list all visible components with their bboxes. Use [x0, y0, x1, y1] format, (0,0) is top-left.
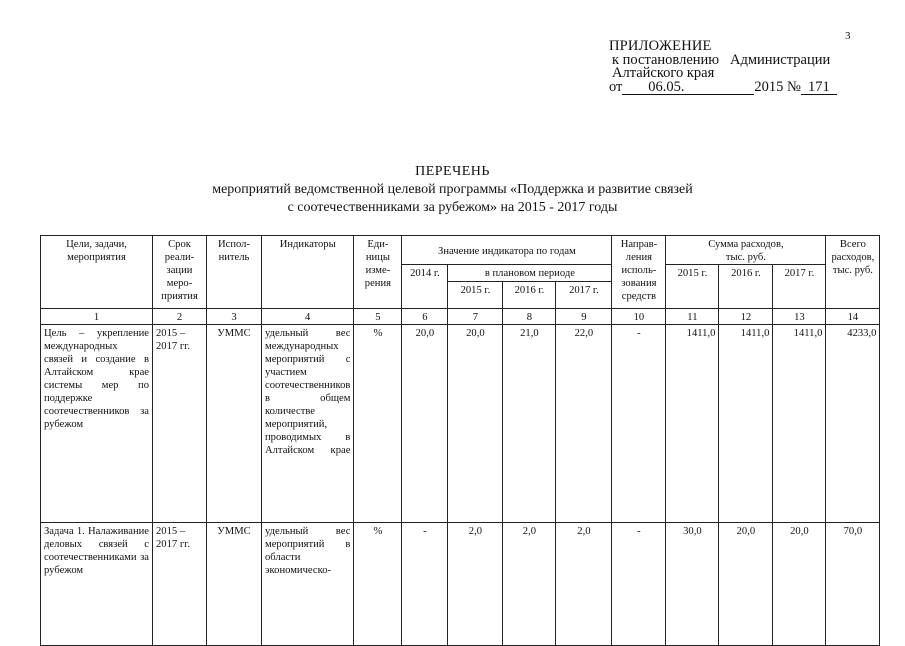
appendix-date-line	[609, 78, 859, 96]
expense-2017-cell: 20,0	[773, 523, 826, 646]
header-expenses: Сумма расходов, тыс. руб.	[666, 236, 826, 265]
header-plan-period: в плановом периоде	[448, 265, 612, 282]
column-number: 9	[556, 309, 612, 325]
header-year-2017: 2017 г.	[556, 282, 612, 309]
term-cell: 2015 – 2017 гг.	[153, 523, 207, 646]
executor-cell: УММС	[207, 325, 262, 523]
goal-cell: Задача 1. Налаживание деловых связей с соотечественниками за рубежом	[41, 523, 153, 646]
value-2017-cell: 22,0	[556, 325, 612, 523]
column-number: 7	[448, 309, 503, 325]
header-year-2015: 2015 г.	[448, 282, 503, 309]
term-cell: 2015 – 2017 гг.	[153, 325, 207, 523]
column-number: 13	[773, 309, 826, 325]
value-2016-cell: 2,0	[503, 523, 556, 646]
header-expense-2015: 2015 г.	[666, 265, 719, 309]
column-number: 14	[826, 309, 880, 325]
appendix-date: 06.05.	[622, 81, 710, 96]
table-row	[41, 523, 880, 646]
value-2017-cell: 2,0	[556, 523, 612, 646]
expense-2017-cell: 1411,0	[773, 325, 826, 523]
header-term: Срок реали- зации меро- приятия	[153, 236, 207, 309]
appendix-year-number-label: 2015 №	[754, 78, 801, 95]
header-year-2014: 2014 г.	[402, 265, 448, 309]
title-main: ПЕРЕЧЕНЬ	[415, 164, 490, 179]
column-number: 4	[262, 309, 354, 325]
value-2014-cell: 20,0	[402, 325, 448, 523]
executor-cell: УММС	[207, 523, 262, 646]
header-expense-2017: 2017 г.	[773, 265, 826, 309]
header-total: Всего расходов, тыс. руб.	[826, 236, 880, 309]
indicator-cell: удельный вес мероприятий в области экономическо-	[262, 523, 354, 646]
column-number: 5	[354, 309, 402, 325]
column-number: 11	[666, 309, 719, 325]
column-number: 8	[503, 309, 556, 325]
expense-2016-cell: 1411,0	[719, 325, 773, 523]
value-2015-cell: 2,0	[448, 523, 503, 646]
column-number: 1	[41, 309, 153, 325]
header-indicators: Индикаторы	[262, 236, 354, 309]
direction-cell: -	[612, 325, 666, 523]
appendix-region: Алтайского края	[612, 65, 715, 81]
expense-2015-cell: 1411,0	[666, 325, 719, 523]
column-number: 12	[719, 309, 773, 325]
expense-2016-cell: 20,0	[719, 523, 773, 646]
header-executor: Испол- нитель	[207, 236, 262, 309]
column-number: 10	[612, 309, 666, 325]
table-header-row	[41, 236, 880, 265]
appendix-from-label: от	[609, 78, 623, 95]
value-2016-cell: 21,0	[503, 325, 556, 523]
title-line-2: с соотечественниками за рубежом» на 2015 - 2017 годы	[287, 200, 618, 215]
measures-table	[40, 235, 880, 646]
column-number: 2	[153, 309, 207, 325]
appendix-number: 171	[801, 81, 837, 96]
title-line-1: мероприятий ведомственной целевой программы «Поддержка и развитие связей	[212, 182, 693, 197]
appendix-decree-label: к постановлению	[612, 51, 720, 68]
indicator-cell: удельный вес международных мероприятий с участием соотечественников в общем количестве мероприятий, проводимых в Алтайском крае	[262, 325, 354, 523]
unit-cell: %	[354, 523, 402, 646]
header-expense-2016: 2016 г.	[719, 265, 773, 309]
value-2014-cell: -	[402, 523, 448, 646]
column-number-row	[41, 309, 880, 325]
appendix-heading: ПРИЛОЖЕНИЕ	[609, 38, 712, 54]
header-year-2016: 2016 г.	[503, 282, 556, 309]
expense-2015-cell: 30,0	[666, 523, 719, 646]
header-indicator-value: Значение индикатора по годам	[402, 236, 612, 265]
total-cell: 4233,0	[826, 325, 880, 523]
appendix-block	[609, 40, 859, 95]
column-number: 3	[207, 309, 262, 325]
header-units: Еди- ницы изме- рения	[354, 236, 402, 309]
total-cell: 70,0	[826, 523, 880, 646]
value-2015-cell: 20,0	[448, 325, 503, 523]
document-title	[0, 163, 905, 217]
column-number: 6	[402, 309, 448, 325]
direction-cell: -	[612, 523, 666, 646]
header-direction: Направ- ления исполь- зования средств	[612, 236, 666, 309]
appendix-administration-label: Администрации	[730, 51, 831, 68]
unit-cell: %	[354, 325, 402, 523]
header-goals: Цели, задачи, мероприятия	[41, 236, 153, 309]
table-row	[41, 325, 880, 523]
page-number: 3	[845, 30, 851, 42]
goal-cell: Цель – укрепление международных связей и создание в Алтайском крае системы мер по поддержке соотечественников за рубежом	[41, 325, 153, 523]
